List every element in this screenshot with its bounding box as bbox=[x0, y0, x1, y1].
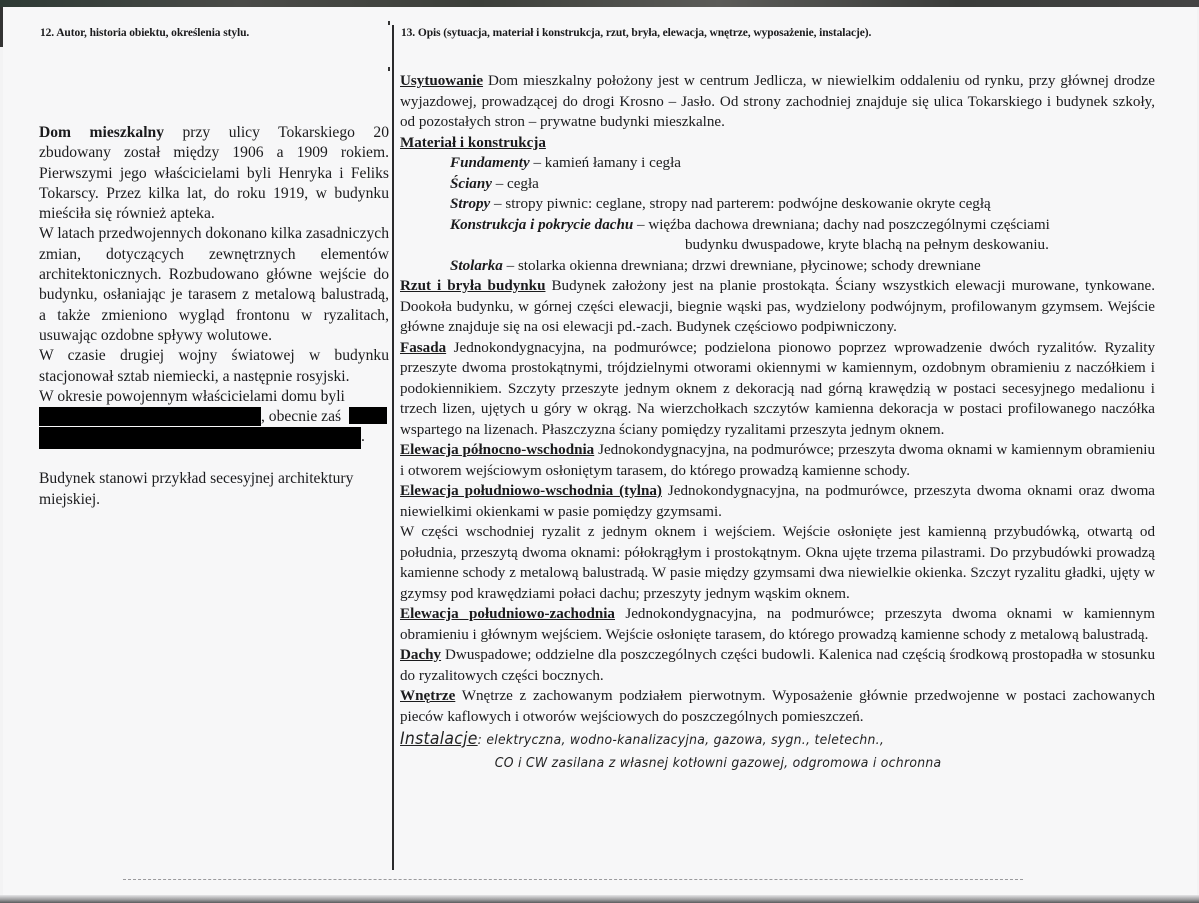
document-page bbox=[3, 7, 1197, 895]
history-paragraph-owners bbox=[39, 387, 389, 450]
section-text: Jednokondygnacyjna, na podmurówce, przeszyta dwoma oknami oraz dwoma niewielkimi okienkami w pasie pomiędzy gzymsami. bbox=[400, 483, 1156, 520]
redaction-block bbox=[349, 407, 387, 424]
material-text: – stolarka okienna drewniana; drzwi drewniane, płycinowe; schody drewniane bbox=[502, 257, 981, 274]
material-text: – kamień łamany i cegła bbox=[529, 155, 681, 171]
section-elewacja-pd-wsch-cont: W części wschodniej ryzalit z jednym oknem i wejściem. Wejście osłonięte jest kamienną przybudówką, otwartą od południa, przeszytą dwoma oknami: półokrągłym i prostokątnym. Okna ujęte trzema pilastrami. Do przybudówki prowadzą kamienne schody z metalową balustradą. W pasie między gzymsami dwa niewielkie okienka. Szczyt ryzalitu gładki, ujęty w gzymsy pod krawędziami połaci dachu; przeszyty jednym wąskim oknem. bbox=[400, 524, 1155, 602]
redaction-block bbox=[39, 407, 261, 426]
section-label: Instalacje bbox=[400, 729, 478, 749]
material-term: Ściany bbox=[450, 175, 492, 192]
section-label: Materiał i konstrukcja bbox=[400, 134, 546, 151]
scan-top-edge bbox=[0, 0, 1199, 7]
history-text: przy ulicy Tokarskiego 20 zbudowany został między 1906 a 1909 rokiem. Pierwszymi jego właścicielami byli Henryka i Feliks Tokarscy. Przez kilka lat, do roku 1919, w budynku mieściła się również apteka. bbox=[39, 124, 389, 223]
section-label: Elewacja północno-wschodnia bbox=[400, 442, 595, 458]
section-material bbox=[400, 133, 1155, 154]
section-label: Elewacja południowo-wschodnia (tylna) bbox=[400, 483, 662, 499]
section-13-heading: 13. Opis (sytuacja, materiał i konstrukcja, rzut, bryła, elewacja, wnętrze, wyposażenie, instalacje). bbox=[401, 27, 872, 39]
material-term: Fundamenty bbox=[450, 155, 530, 171]
material-item bbox=[400, 174, 1155, 195]
material-term: Stolarka bbox=[450, 257, 503, 274]
section-dachy bbox=[400, 645, 1155, 686]
section-elewacja-pn-wsch bbox=[400, 440, 1155, 481]
divider-tick bbox=[388, 67, 390, 71]
owners-text: W okresie powojennym właścicielami domu byli bbox=[39, 387, 345, 405]
section-fasada bbox=[400, 338, 1155, 441]
material-item-continued: budynku dwuspadowe, kryte blachą na pełnym deskowaniu. bbox=[685, 237, 1049, 253]
section-elewacja-pd-wsch bbox=[400, 481, 1155, 522]
section-label: Rzut i bryła budynku bbox=[400, 278, 546, 294]
section-text: Jednokondygnacyjna, na podmurówce; przeszyta dwoma oknami w kamiennym obramieniu i otworem wejściowym osłoniętym tarasem, do którego prowadzą kamienne schody. bbox=[400, 442, 1156, 479]
handwritten-text: : elektryczna, wodno-kanalizacyjna, gazowa, sygn., teletechn., bbox=[477, 732, 885, 748]
history-paragraph: Budynek stanowi przykład secesyjnej architektury miejskiej. bbox=[39, 470, 354, 508]
section-12-heading: 12. Autor, historia obiektu, określenia stylu. bbox=[40, 27, 250, 39]
section-label: Dachy bbox=[400, 647, 442, 663]
section-rzut bbox=[400, 276, 1155, 338]
section-text: Budynek założony jest na planie prostokąta. Ściany wszystkich elewacji murowane, tynkowane. Dookoła budynku, w górnej części elewacji, biegnie wąski pas, wydzielony podwójnym, profilowanym gzymsem. Wejście główne znajduje się na osi elewacji pd.-zach. Budynek częściowo podpiwniczony. bbox=[400, 278, 1155, 335]
section-label: Elewacja południowo-zachodnia bbox=[400, 606, 615, 622]
history-paragraph: W czasie drugiej wojny światowej w budynku stacjonował sztab niemiecki, a następnie rosyjski. bbox=[39, 347, 389, 385]
section-label: Usytuowanie bbox=[400, 73, 484, 89]
section-wnetrze bbox=[400, 686, 1155, 727]
material-term: Konstrukcja i pokrycie dachu bbox=[450, 216, 634, 233]
section-text: Dom mieszkalny położony jest w centrum Jedlicza, w niewielkim oddaleniu od rynku, przy głównej drodze wyjazdowej, prowadzącej do drogi Krosno – Jasło. Od strony zachodniej znajduje się ulica Tokarskiego i budynek szkoły, od pozostałych stron – prywatne budynki mieszkalne. bbox=[400, 73, 1155, 130]
history-paragraph bbox=[39, 123, 389, 224]
material-text: – cegła bbox=[491, 175, 539, 192]
scan-bottom-edge bbox=[0, 895, 1199, 903]
dashed-separator bbox=[123, 879, 1023, 880]
history-column bbox=[39, 123, 389, 510]
material-item bbox=[400, 153, 1155, 174]
material-term: Stropy bbox=[450, 196, 491, 212]
section-usytuowanie bbox=[400, 71, 1155, 133]
section-text: Dwuspadowe; oddzielne dla poszczególnych części budowli. Kalenica nad częścią środkową prostopadła w stosunku do ryzalitowych części bocznych. bbox=[400, 647, 1155, 684]
owners-text: , obecnie zaś bbox=[261, 408, 342, 426]
section-label: Wnętrze bbox=[400, 688, 456, 704]
material-text: – więźba dachowa drewniana; dachy nad poszczególnymi częściami bbox=[633, 216, 1050, 233]
column-divider bbox=[392, 25, 394, 870]
description-column bbox=[400, 71, 1155, 773]
history-paragraph: W latach przedwojennych dokonano kilka zasadniczych zmian, dotyczących zewnętrznych elementów architektonicznych. Rozbudowano główne wejście do budynku, osłaniając je tarasem z metalową balustradą, a także zmieniono wygląd frontonu w ryzalitach, usuwając ozdobne spływy wolutowe. bbox=[39, 225, 389, 344]
section-text: Wnętrze z zachowanym podziałem pierwotnym. Wyposażenie głównie przedwojenne w postaci zachowanych pieców kaflowych i otworów wejściowych do poszczególnych pomieszczeń. bbox=[400, 688, 1155, 725]
divider-tick bbox=[388, 21, 390, 25]
section-elewacja-pd-zach bbox=[400, 604, 1155, 645]
material-text: – stropy piwnic: ceglane, stropy nad parterem: podwójne deskowanie okryte cegłą bbox=[490, 196, 991, 212]
material-item bbox=[400, 194, 1155, 215]
redaction-block bbox=[39, 427, 361, 449]
section-label: Fasada bbox=[400, 339, 447, 356]
section-instalacje-handwritten bbox=[400, 729, 1095, 773]
section-text: Jednokondygnacyjna, na podmurówce; przeszyta dwoma oknami w kamiennym obramieniu i głównym wejściem. Wejście osłonięte tarasem, do którego prowadzą kamienne schody z metalową balustradą. bbox=[400, 606, 1156, 643]
handwritten-text: CO i CW zasilana z własnej kotłowni gazowej, odgromowa i ochronna bbox=[494, 754, 942, 771]
owners-text: . bbox=[361, 428, 365, 446]
section-text: Jednokondygnacyjna, na podmurówce; podzielona pionowo poprzez wprowadzenie dwóch ryzalitów. Ryzality przeszyte dwoma prostokątnymi, trójdzielnymi otworami okiennymi w kamiennym, ozdobnym obramieniu z naczółkiem i podokiennikiem. Szczyty przeszyte jednym oknem z dekoracją nad górną krawędzią w postaci secesyjnego medalionu i trzech lizen, ujętych u góry w okrąg. Na wierzchołkach szczytów kamienna dekoracja w postaci profilowanego naczółka wspartego na lizenach. Płaszczyzna ściany pomiędzy ryzalitami przeszyta jednym oknem. bbox=[400, 339, 1155, 438]
spacer bbox=[39, 449, 389, 469]
material-item bbox=[400, 256, 1155, 277]
history-lead-bold: Dom mieszkalny bbox=[39, 124, 165, 141]
material-item bbox=[400, 215, 1155, 236]
